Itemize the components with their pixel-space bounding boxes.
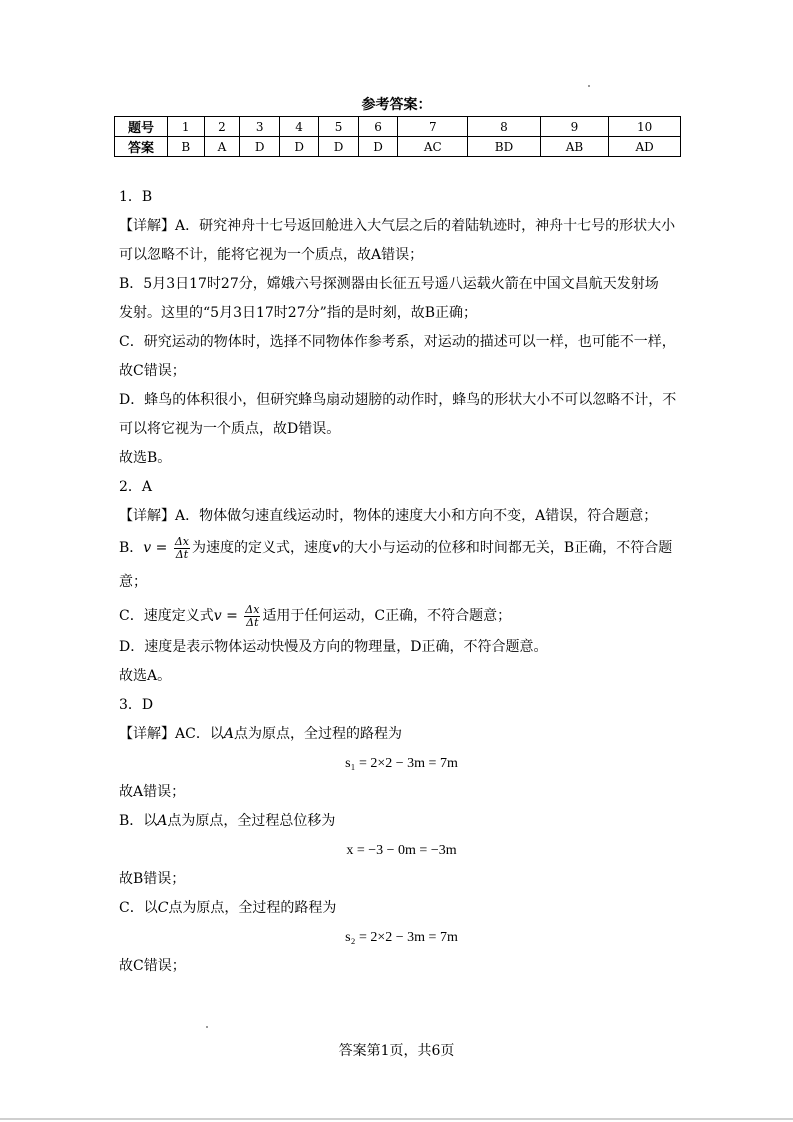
page-bottom-edge [0, 1118, 793, 1120]
formula: x = −3 − 0m = −3m [346, 843, 457, 858]
text-line: 可以将它视为一个质点，故D错误。 [119, 421, 341, 437]
table-cell: AB [540, 137, 609, 157]
text-line: 1．B [119, 189, 153, 205]
formula: s₂ = 2×2 − 3m = 7m [345, 930, 458, 945]
text-line [119, 531, 684, 599]
text-line: 发射。这里的“5月3日17时27分”指的是时刻，故B正确； [119, 305, 478, 321]
formula: s₁ = 2×2 − 3m = 7m [345, 756, 458, 771]
text-line [119, 894, 684, 923]
table-cell: D [240, 137, 279, 157]
page-footer: 答案第1页，共6页 [338, 1043, 455, 1059]
option-prefix: B． [119, 540, 144, 556]
text-line: 故C错误； [119, 958, 186, 974]
table-cell: AC [398, 137, 468, 157]
text-segment: 【详解】AC．以 [119, 726, 224, 742]
text-line: D．蜂鸟的体积很小，但研究蜂鸟扇动翅膀的动作时，蜂鸟的形状大小不可以忽略不计，不 [119, 392, 677, 408]
table-cell: D [358, 137, 397, 157]
table-cell: AD [609, 137, 681, 157]
text-line: 故选B。 [119, 450, 172, 466]
row-label: 答案 [115, 137, 168, 157]
row-label: 题号 [115, 117, 168, 137]
scan-speck [206, 1026, 208, 1028]
answer-table [114, 116, 681, 157]
table-cell: 5 [319, 117, 358, 137]
table-cell: 3 [240, 117, 279, 137]
text-line: 故选A。 [119, 668, 172, 684]
velocity-symbol: v [332, 540, 340, 556]
fraction [174, 536, 190, 561]
table-cell: 4 [279, 117, 318, 137]
equals-sign: = [151, 540, 172, 556]
table-cell: BD [468, 137, 540, 157]
table-cell: 1 [168, 117, 205, 137]
velocity-symbol: v [213, 608, 222, 624]
table-cell: D [279, 137, 318, 157]
answer-explanations [119, 183, 684, 981]
text-line: C．研究运动的物体时，选择不同物体作参考系，对运动的描述可以一样，也可能不一样， [119, 334, 676, 350]
table-cell: 10 [609, 117, 681, 137]
fraction-numerator: Δx [245, 602, 260, 616]
page-title: 参考答案： [361, 97, 432, 113]
text-segment: 点为原点，全过程总位移为 [167, 813, 336, 829]
text-segment: C．速度定义式 [119, 608, 214, 624]
scan-speck [588, 85, 590, 87]
table-cell: 6 [358, 117, 397, 137]
table-row [115, 137, 681, 157]
velocity-symbol: v [143, 540, 152, 556]
text-segment: C．以 [119, 900, 158, 916]
text-segment: 点为原点，全过程的路程为 [233, 726, 402, 742]
fraction-denominator: Δt [246, 615, 259, 629]
fraction-numerator: Δx [174, 534, 190, 548]
text-line: B．5月3日17时27分，嫦娥六号探测器由长征五号遥八运载火箭在中国文昌航天发射场 [119, 276, 659, 292]
fraction [244, 604, 260, 629]
text-line: 可以忽略不计，能将它视为一个质点，故A错误； [119, 247, 424, 263]
text-segment: 点为原点，全过程的路程为 [168, 900, 337, 916]
table-cell: 2 [204, 117, 240, 137]
table-cell: 9 [540, 117, 609, 137]
table-cell: B [168, 137, 205, 157]
text-line: 故B错误； [119, 871, 186, 887]
text-line: 故C错误； [119, 363, 186, 379]
text-segment: B．以 [119, 813, 158, 829]
text-line: 2．A [119, 479, 153, 495]
table-cell: A [204, 137, 240, 157]
text-segment: 的大小与运动的位移和时间都无关，B正确，不符合题意； [119, 540, 673, 590]
text-segment: 适用于任何运动，C正确，不符合题意； [262, 608, 512, 624]
text-line: D．速度是表示物体运动快慢及方向的物理量，D正确，不符合题意。 [119, 639, 548, 655]
table-row [115, 117, 681, 137]
equals-sign: = [221, 608, 243, 624]
text-line: 3．D [119, 697, 154, 713]
text-line [119, 599, 684, 633]
table-cell: 8 [468, 117, 540, 137]
table-cell: D [319, 137, 358, 157]
point-label: A [223, 726, 234, 742]
table-cell: 7 [398, 117, 468, 137]
text-line [119, 720, 684, 749]
point-label: A [157, 813, 168, 829]
point-label: C [157, 900, 169, 916]
text-line [119, 807, 684, 836]
text-line: 【详解】A．研究神舟十七号返回舱进入大气层之后的着陆轨迹时，神舟十七号的形状大小 [119, 218, 676, 234]
text-line: 【详解】A．物体做匀速直线运动时，物体的速度大小和方向不变，A错误，符合题意； [119, 508, 658, 524]
text-line: 故A错误； [119, 784, 186, 800]
text-segment: 为速度的定义式，速度 [192, 540, 333, 556]
fraction-denominator: Δt [175, 547, 189, 561]
